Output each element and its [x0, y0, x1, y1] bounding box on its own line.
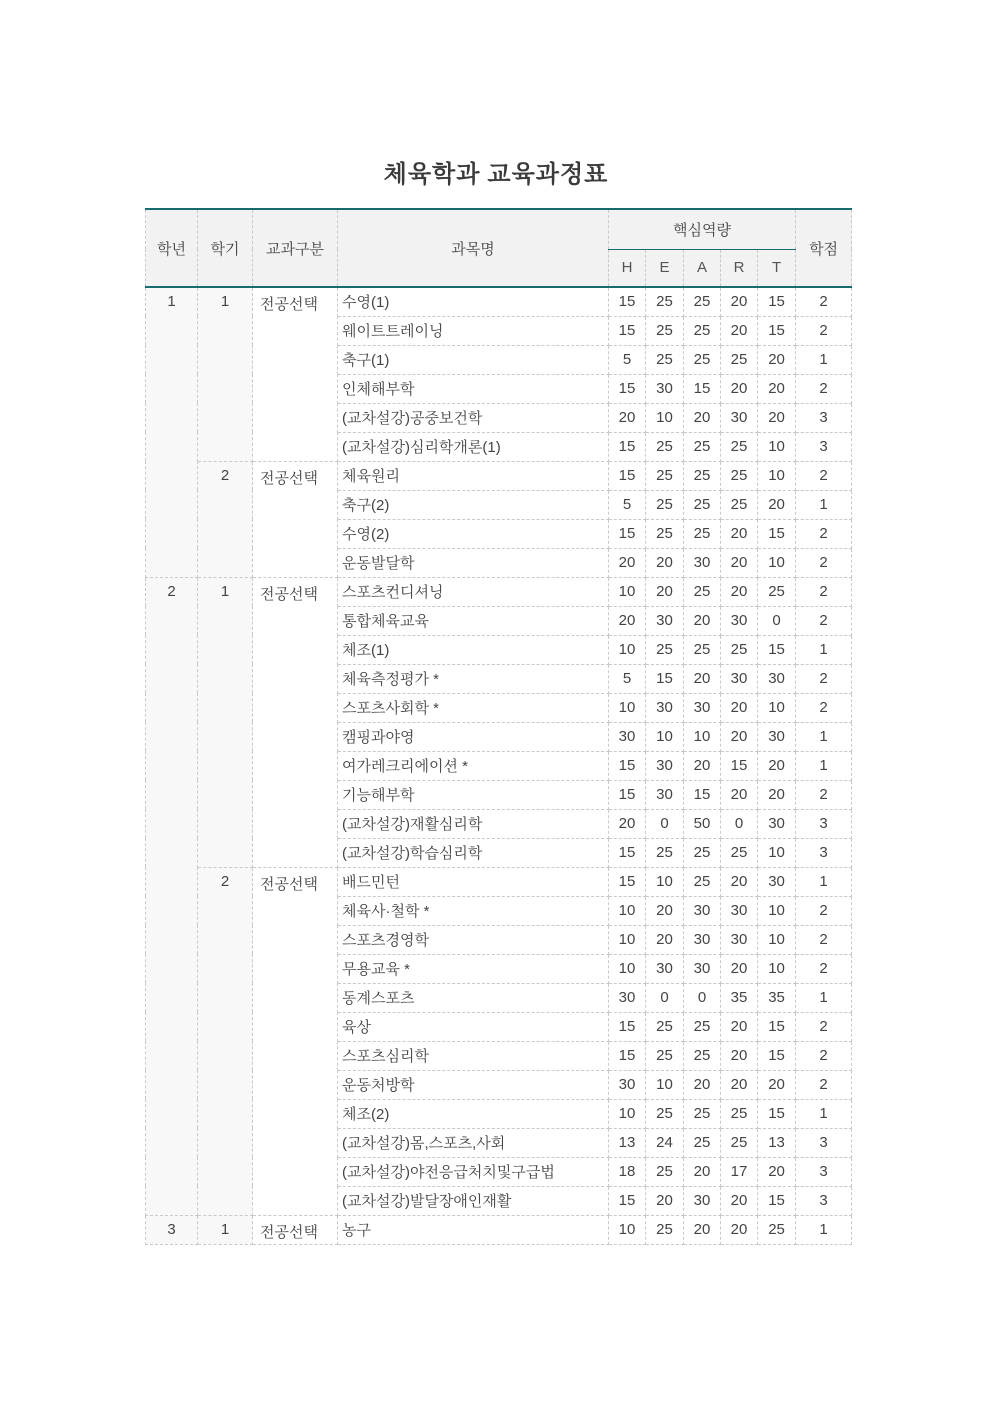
score-cell-t: 0 — [758, 606, 796, 635]
score-cell-h: 15 — [609, 374, 646, 403]
subject-name-cell: 기능해부학 — [338, 780, 609, 809]
score-cell-t: 20 — [758, 490, 796, 519]
subject-name-cell: 배드민턴 — [338, 867, 609, 896]
score-cell-r: 17 — [721, 1157, 758, 1186]
credits-cell: 2 — [796, 1070, 852, 1099]
credits-cell: 2 — [796, 606, 852, 635]
score-cell-r: 20 — [721, 519, 758, 548]
score-cell-t: 10 — [758, 838, 796, 867]
score-cell-h: 15 — [609, 432, 646, 461]
score-cell-h: 20 — [609, 606, 646, 635]
score-cell-a: 30 — [684, 954, 721, 983]
score-cell-a: 25 — [684, 635, 721, 664]
score-cell-r: 20 — [721, 954, 758, 983]
score-cell-h: 15 — [609, 1041, 646, 1070]
score-cell-t: 10 — [758, 548, 796, 577]
subject-name-cell: 축구(1) — [338, 345, 609, 374]
score-cell-e: 20 — [646, 925, 684, 954]
subject-name-cell: 스포츠사회학 * — [338, 693, 609, 722]
score-cell-h: 5 — [609, 490, 646, 519]
score-cell-h: 20 — [609, 548, 646, 577]
score-cell-a: 20 — [684, 1157, 721, 1186]
score-cell-a: 30 — [684, 896, 721, 925]
header-category: 교과구분 — [253, 209, 338, 287]
score-cell-r: 20 — [721, 287, 758, 316]
score-cell-t: 20 — [758, 374, 796, 403]
score-cell-e: 25 — [646, 432, 684, 461]
semester-cell: 2 — [198, 867, 253, 1215]
score-cell-h: 15 — [609, 1186, 646, 1215]
score-cell-t: 20 — [758, 345, 796, 374]
score-cell-t: 15 — [758, 1041, 796, 1070]
score-cell-a: 20 — [684, 1070, 721, 1099]
category-cell: 전공선택 — [253, 867, 338, 1215]
score-cell-t: 15 — [758, 519, 796, 548]
credits-cell: 2 — [796, 577, 852, 606]
score-cell-e: 20 — [646, 1186, 684, 1215]
subject-name-cell: (교차설강)발달장애인재활 — [338, 1186, 609, 1215]
credits-cell: 3 — [796, 1128, 852, 1157]
header-letter-t: T — [758, 249, 796, 287]
credits-cell: 3 — [796, 1186, 852, 1215]
score-cell-t: 15 — [758, 287, 796, 316]
subject-name-cell: (교차설강)심리학개론(1) — [338, 432, 609, 461]
score-cell-t: 15 — [758, 635, 796, 664]
credits-cell: 2 — [796, 954, 852, 983]
score-cell-a: 30 — [684, 693, 721, 722]
page-title: 체육학과 교육과정표 — [383, 162, 609, 188]
credits-cell: 2 — [796, 1041, 852, 1070]
score-cell-a: 20 — [684, 606, 721, 635]
score-cell-h: 10 — [609, 925, 646, 954]
credits-cell: 1 — [796, 751, 852, 780]
score-cell-a: 25 — [684, 461, 721, 490]
score-cell-e: 0 — [646, 983, 684, 1012]
credits-cell: 3 — [796, 809, 852, 838]
table-body — [146, 287, 852, 1244]
category-cell: 전공선택 — [253, 287, 338, 461]
curriculum-table — [145, 208, 852, 1245]
table-row — [146, 1215, 852, 1244]
subject-name-cell: (교차설강)야전응급처치및구급법 — [338, 1157, 609, 1186]
score-cell-t: 13 — [758, 1128, 796, 1157]
subject-name-cell: 축구(2) — [338, 490, 609, 519]
score-cell-h: 10 — [609, 577, 646, 606]
score-cell-t: 30 — [758, 809, 796, 838]
credits-cell: 2 — [796, 374, 852, 403]
score-cell-a: 25 — [684, 490, 721, 519]
header-row-1 — [146, 209, 852, 249]
score-cell-e: 10 — [646, 867, 684, 896]
score-cell-r: 20 — [721, 1012, 758, 1041]
score-cell-e: 25 — [646, 461, 684, 490]
category-cell: 전공선택 — [253, 577, 338, 867]
score-cell-r: 30 — [721, 896, 758, 925]
score-cell-t: 10 — [758, 954, 796, 983]
score-cell-r: 30 — [721, 925, 758, 954]
score-cell-e: 25 — [646, 838, 684, 867]
score-cell-t: 20 — [758, 403, 796, 432]
score-cell-h: 30 — [609, 722, 646, 751]
year-cell: 2 — [146, 577, 198, 1215]
score-cell-a: 30 — [684, 925, 721, 954]
credits-cell: 1 — [796, 983, 852, 1012]
credits-cell: 1 — [796, 1099, 852, 1128]
score-cell-e: 25 — [646, 345, 684, 374]
subject-name-cell: (교차설강)재활심리학 — [338, 809, 609, 838]
subject-name-cell: 육상 — [338, 1012, 609, 1041]
score-cell-a: 20 — [684, 751, 721, 780]
score-cell-t: 10 — [758, 896, 796, 925]
subject-name-cell: 인체해부학 — [338, 374, 609, 403]
score-cell-r: 25 — [721, 635, 758, 664]
subject-name-cell: 수영(1) — [338, 287, 609, 316]
score-cell-a: 25 — [684, 867, 721, 896]
semester-cell: 1 — [198, 287, 253, 461]
score-cell-h: 10 — [609, 896, 646, 925]
score-cell-t: 25 — [758, 1215, 796, 1244]
score-cell-a: 30 — [684, 548, 721, 577]
score-cell-e: 25 — [646, 1041, 684, 1070]
score-cell-h: 15 — [609, 780, 646, 809]
score-cell-e: 25 — [646, 287, 684, 316]
score-cell-r: 20 — [721, 374, 758, 403]
score-cell-e: 30 — [646, 693, 684, 722]
score-cell-r: 30 — [721, 606, 758, 635]
subject-name-cell: 캠핑과야영 — [338, 722, 609, 751]
credits-cell: 2 — [796, 461, 852, 490]
credits-cell: 2 — [796, 896, 852, 925]
score-cell-h: 10 — [609, 635, 646, 664]
score-cell-t: 20 — [758, 780, 796, 809]
credits-cell: 2 — [796, 287, 852, 316]
score-cell-e: 30 — [646, 374, 684, 403]
score-cell-a: 30 — [684, 1186, 721, 1215]
subject-name-cell: (교차설강)공중보건학 — [338, 403, 609, 432]
year-cell: 3 — [146, 1215, 198, 1244]
score-cell-e: 0 — [646, 809, 684, 838]
credits-cell: 1 — [796, 722, 852, 751]
score-cell-r: 25 — [721, 432, 758, 461]
score-cell-r: 25 — [721, 461, 758, 490]
year-cell: 1 — [146, 287, 198, 577]
subject-name-cell: 스포츠심리학 — [338, 1041, 609, 1070]
score-cell-t: 15 — [758, 1099, 796, 1128]
score-cell-t: 30 — [758, 867, 796, 896]
score-cell-h: 13 — [609, 1128, 646, 1157]
table-row — [146, 577, 852, 606]
credits-cell: 1 — [796, 490, 852, 519]
score-cell-e: 20 — [646, 577, 684, 606]
semester-cell: 2 — [198, 461, 253, 577]
table-header — [146, 209, 852, 287]
score-cell-e: 15 — [646, 664, 684, 693]
score-cell-t: 30 — [758, 664, 796, 693]
score-cell-h: 20 — [609, 403, 646, 432]
credits-cell: 2 — [796, 664, 852, 693]
score-cell-a: 25 — [684, 1012, 721, 1041]
credits-cell: 2 — [796, 548, 852, 577]
subject-name-cell: 운동처방학 — [338, 1070, 609, 1099]
score-cell-r: 25 — [721, 490, 758, 519]
score-cell-r: 15 — [721, 751, 758, 780]
score-cell-h: 15 — [609, 287, 646, 316]
subject-name-cell: (교차설강)몸,스포츠,사회 — [338, 1128, 609, 1157]
subject-name-cell: 스포츠경영학 — [338, 925, 609, 954]
score-cell-e: 30 — [646, 751, 684, 780]
score-cell-h: 15 — [609, 1012, 646, 1041]
score-cell-h: 10 — [609, 1099, 646, 1128]
score-cell-h: 15 — [609, 751, 646, 780]
score-cell-r: 20 — [721, 1186, 758, 1215]
score-cell-a: 25 — [684, 432, 721, 461]
credits-cell: 1 — [796, 345, 852, 374]
score-cell-r: 20 — [721, 780, 758, 809]
score-cell-r: 20 — [721, 548, 758, 577]
score-cell-r: 25 — [721, 1099, 758, 1128]
score-cell-e: 25 — [646, 490, 684, 519]
score-cell-h: 15 — [609, 316, 646, 345]
category-cell: 전공선택 — [253, 461, 338, 577]
score-cell-a: 15 — [684, 374, 721, 403]
score-cell-a: 10 — [684, 722, 721, 751]
score-cell-a: 15 — [684, 780, 721, 809]
score-cell-e: 10 — [646, 722, 684, 751]
score-cell-t: 15 — [758, 316, 796, 345]
score-cell-h: 18 — [609, 1157, 646, 1186]
score-cell-t: 15 — [758, 1186, 796, 1215]
score-cell-r: 0 — [721, 809, 758, 838]
subject-name-cell: 스포츠컨디셔닝 — [338, 577, 609, 606]
score-cell-a: 25 — [684, 519, 721, 548]
score-cell-h: 10 — [609, 954, 646, 983]
score-cell-h: 15 — [609, 838, 646, 867]
score-cell-e: 20 — [646, 548, 684, 577]
score-cell-t: 10 — [758, 461, 796, 490]
score-cell-a: 0 — [684, 983, 721, 1012]
score-cell-e: 30 — [646, 606, 684, 635]
subject-name-cell: 웨이트트레이닝 — [338, 316, 609, 345]
score-cell-e: 30 — [646, 954, 684, 983]
score-cell-e: 25 — [646, 635, 684, 664]
score-cell-a: 25 — [684, 345, 721, 374]
credits-cell: 3 — [796, 1157, 852, 1186]
semester-cell: 1 — [198, 577, 253, 867]
header-year: 학년 — [146, 209, 198, 287]
score-cell-t: 10 — [758, 432, 796, 461]
subject-name-cell: 농구 — [338, 1215, 609, 1244]
score-cell-e: 20 — [646, 896, 684, 925]
score-cell-a: 25 — [684, 287, 721, 316]
header-credits: 학점 — [796, 209, 852, 287]
score-cell-e: 25 — [646, 1157, 684, 1186]
credits-cell: 3 — [796, 432, 852, 461]
score-cell-h: 10 — [609, 693, 646, 722]
header-letter-h: H — [609, 249, 646, 287]
score-cell-r: 20 — [721, 316, 758, 345]
table-row — [146, 867, 852, 896]
score-cell-e: 10 — [646, 403, 684, 432]
score-cell-t: 20 — [758, 1070, 796, 1099]
score-cell-e: 24 — [646, 1128, 684, 1157]
credits-cell: 1 — [796, 635, 852, 664]
score-cell-e: 25 — [646, 316, 684, 345]
subject-name-cell: 체육원리 — [338, 461, 609, 490]
credits-cell: 2 — [796, 316, 852, 345]
score-cell-a: 25 — [684, 316, 721, 345]
subject-name-cell: 여가레크리에이션 * — [338, 751, 609, 780]
subject-name-cell: 체육측정평가 * — [338, 664, 609, 693]
score-cell-r: 20 — [721, 1215, 758, 1244]
credits-cell: 2 — [796, 780, 852, 809]
credits-cell: 3 — [796, 838, 852, 867]
score-cell-a: 25 — [684, 1099, 721, 1128]
header-semester: 학기 — [198, 209, 253, 287]
subject-name-cell: 수영(2) — [338, 519, 609, 548]
score-cell-t: 15 — [758, 1012, 796, 1041]
score-cell-t: 10 — [758, 693, 796, 722]
score-cell-h: 15 — [609, 519, 646, 548]
score-cell-r: 20 — [721, 693, 758, 722]
score-cell-r: 25 — [721, 345, 758, 374]
score-cell-e: 30 — [646, 780, 684, 809]
credits-cell: 2 — [796, 519, 852, 548]
score-cell-e: 25 — [646, 519, 684, 548]
score-cell-h: 15 — [609, 461, 646, 490]
score-cell-t: 30 — [758, 722, 796, 751]
semester-cell: 1 — [198, 1215, 253, 1244]
header-letter-r: R — [721, 249, 758, 287]
score-cell-e: 25 — [646, 1215, 684, 1244]
score-cell-r: 25 — [721, 1128, 758, 1157]
score-cell-a: 25 — [684, 1128, 721, 1157]
score-cell-a: 25 — [684, 577, 721, 606]
credits-cell: 2 — [796, 693, 852, 722]
score-cell-h: 5 — [609, 664, 646, 693]
score-cell-r: 30 — [721, 403, 758, 432]
score-cell-r: 20 — [721, 867, 758, 896]
credits-cell: 1 — [796, 867, 852, 896]
score-cell-e: 10 — [646, 1070, 684, 1099]
subject-name-cell: 체조(2) — [338, 1099, 609, 1128]
credits-cell: 2 — [796, 925, 852, 954]
score-cell-r: 20 — [721, 1041, 758, 1070]
score-cell-a: 20 — [684, 1215, 721, 1244]
score-cell-h: 5 — [609, 345, 646, 374]
subject-name-cell: 체조(1) — [338, 635, 609, 664]
score-cell-t: 20 — [758, 1157, 796, 1186]
table-row — [146, 287, 852, 316]
score-cell-h: 30 — [609, 983, 646, 1012]
score-cell-r: 30 — [721, 664, 758, 693]
score-cell-t: 10 — [758, 925, 796, 954]
score-cell-r: 20 — [721, 722, 758, 751]
score-cell-e: 25 — [646, 1099, 684, 1128]
subject-name-cell: 운동발달학 — [338, 548, 609, 577]
header-competency: 핵심역량 — [609, 209, 796, 249]
subject-name-cell: 무용교육 * — [338, 954, 609, 983]
category-cell: 전공선택 — [253, 1215, 338, 1244]
score-cell-t: 20 — [758, 751, 796, 780]
score-cell-h: 15 — [609, 867, 646, 896]
score-cell-a: 50 — [684, 809, 721, 838]
score-cell-h: 10 — [609, 1215, 646, 1244]
header-letter-e: E — [646, 249, 684, 287]
score-cell-t: 35 — [758, 983, 796, 1012]
score-cell-a: 25 — [684, 1041, 721, 1070]
score-cell-e: 25 — [646, 1012, 684, 1041]
credits-cell: 3 — [796, 403, 852, 432]
score-cell-r: 25 — [721, 838, 758, 867]
subject-name-cell: 동계스포츠 — [338, 983, 609, 1012]
credits-cell: 2 — [796, 1012, 852, 1041]
score-cell-a: 25 — [684, 838, 721, 867]
score-cell-h: 30 — [609, 1070, 646, 1099]
subject-name-cell: (교차설강)학습심리학 — [338, 838, 609, 867]
subject-name-cell: 통합체육교육 — [338, 606, 609, 635]
score-cell-a: 20 — [684, 664, 721, 693]
score-cell-r: 35 — [721, 983, 758, 1012]
score-cell-a: 20 — [684, 403, 721, 432]
header-letter-a: A — [684, 249, 721, 287]
subject-name-cell: 체육사·철학 * — [338, 896, 609, 925]
score-cell-t: 25 — [758, 577, 796, 606]
score-cell-r: 20 — [721, 1070, 758, 1099]
table-row — [146, 461, 852, 490]
header-subject: 과목명 — [338, 209, 609, 287]
score-cell-r: 20 — [721, 577, 758, 606]
score-cell-h: 20 — [609, 809, 646, 838]
credits-cell: 1 — [796, 1215, 852, 1244]
